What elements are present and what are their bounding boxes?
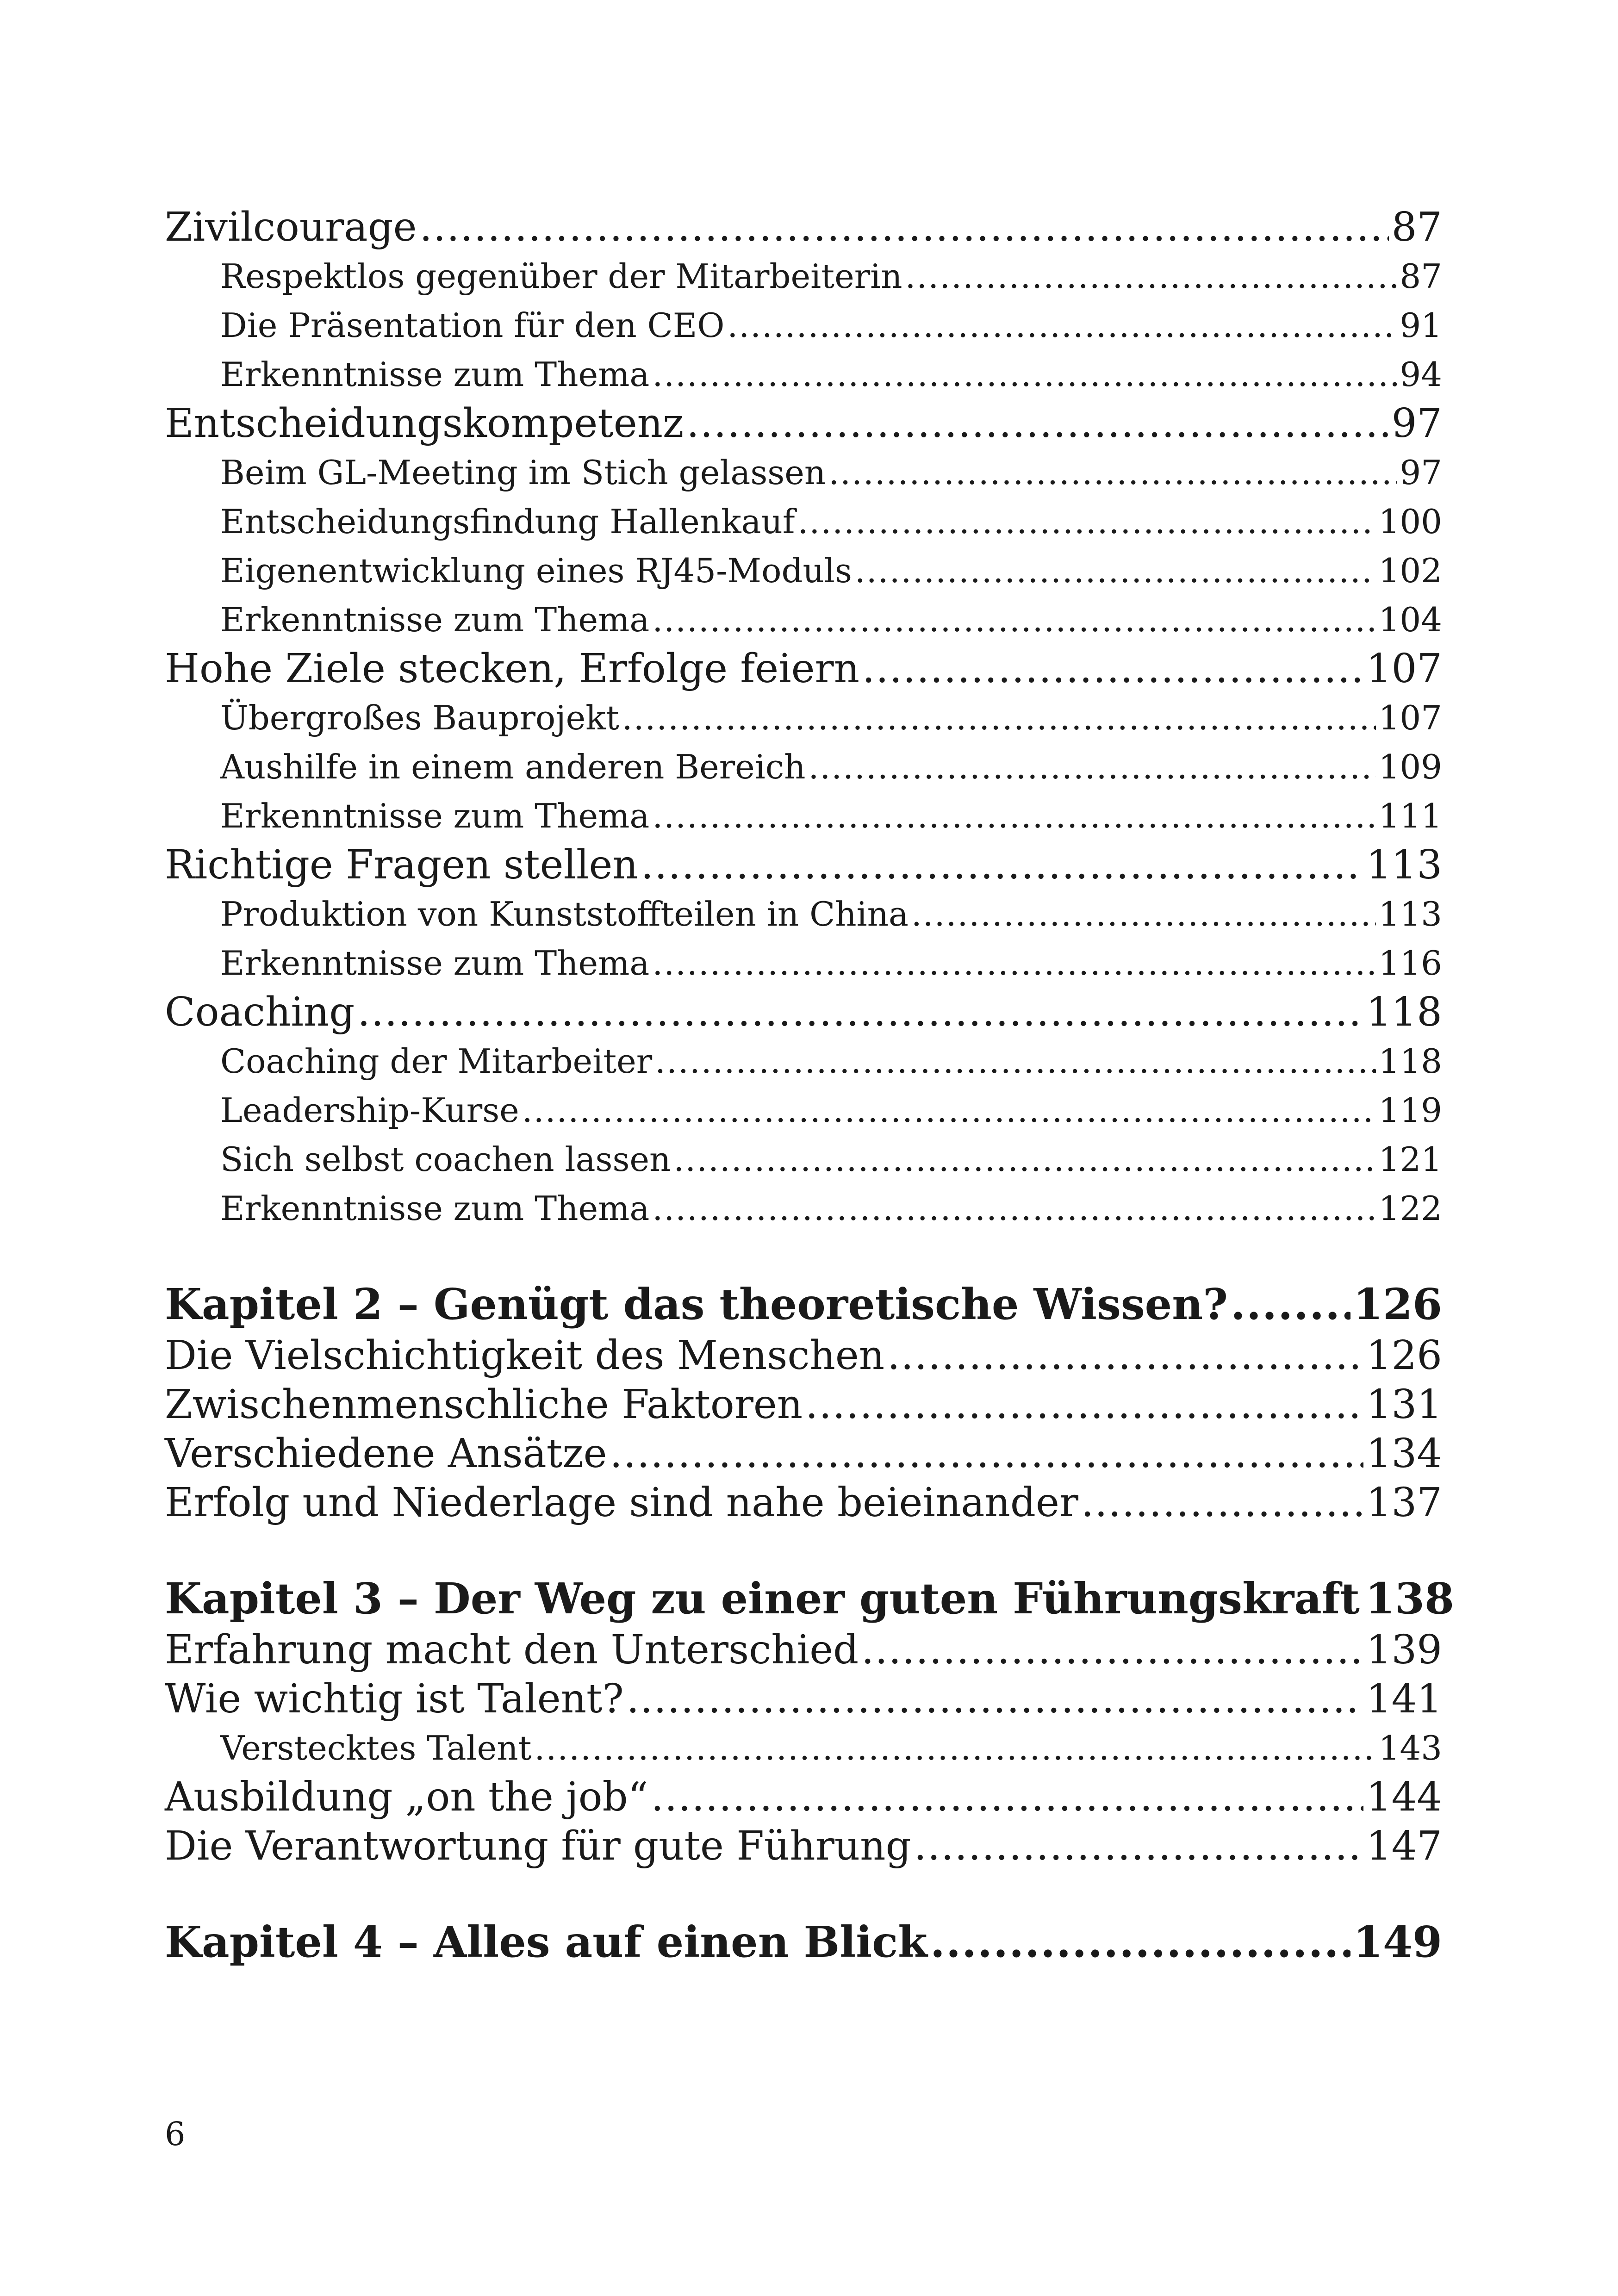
toc-subsection-entry	[165, 1086, 1442, 1135]
dot-leader	[809, 742, 1376, 791]
dot-leader	[652, 939, 1375, 988]
dot-leader	[652, 1184, 1375, 1233]
toc-entry-page: 109	[1378, 747, 1442, 786]
toc-subsection-entry	[165, 350, 1442, 399]
toc-entry-title: Beim GL-Meeting im Stich gelassen	[220, 453, 826, 492]
toc-entry-title: Hohe Ziele stecken, Erfolge feiern	[165, 646, 860, 692]
toc-entry-title: Entscheidungsfindung Hallenkauf	[220, 502, 795, 541]
toc-entry-title: Verstecktes Talent	[220, 1729, 532, 1767]
toc-entry-title: Verschiedene Ansätze	[165, 1431, 607, 1477]
toc-entry-title: Erkenntnisse zum Thema	[220, 1189, 650, 1228]
dot-leader	[610, 1429, 1363, 1478]
toc-entry-title: Zivilcourage	[165, 204, 417, 250]
toc-subsection-entry	[165, 693, 1442, 742]
toc-subsection-entry	[165, 890, 1442, 939]
toc-entry-title: Ausbildung „on the job“	[165, 1774, 648, 1820]
toc-entry-page: 144	[1366, 1774, 1442, 1820]
dot-leader	[622, 693, 1376, 742]
toc-subsection-entry	[165, 939, 1442, 988]
dot-leader	[887, 1331, 1363, 1380]
toc-entry-page: 97	[1391, 400, 1442, 447]
toc-entry-title: Kapitel 3 – Der Weg zu einer guten Führungskraft	[165, 1574, 1360, 1624]
toc-entry-title: Erfolg und Niederlage sind nahe beieinander	[165, 1480, 1078, 1526]
toc-section-entry	[165, 988, 1442, 1037]
toc-entry-page: 107	[1378, 698, 1442, 737]
toc-entry-page: 118	[1366, 989, 1442, 1035]
section-spacer	[165, 1233, 1442, 1277]
dot-leader	[651, 1773, 1363, 1822]
toc-entry-title: Entscheidungskompetenz	[165, 400, 684, 447]
toc-entry-title: Erkenntnisse zum Thema	[220, 796, 650, 835]
dot-leader	[862, 644, 1363, 693]
toc-section-entry	[165, 1773, 1442, 1822]
section-spacer	[165, 1527, 1442, 1572]
toc-section-entry	[165, 1478, 1442, 1527]
dot-leader	[535, 1724, 1376, 1773]
toc-entry-title: Die Präsentation für den CEO	[220, 306, 725, 345]
toc-entry-page: 147	[1366, 1823, 1442, 1869]
toc-section-entry	[165, 1674, 1442, 1724]
toc-entry-page: 94	[1400, 355, 1442, 394]
toc-entry-title: Die Vielschichtigkeit des Menschen	[165, 1332, 885, 1379]
toc-entry-page: 126	[1366, 1332, 1442, 1379]
toc-entry-title: Coaching	[165, 989, 355, 1035]
toc-entry-page: 131	[1366, 1381, 1442, 1428]
toc-subsection-entry	[165, 1184, 1442, 1233]
toc-entry-page: 113	[1366, 842, 1442, 888]
toc-entry-page: 126	[1353, 1279, 1442, 1329]
toc-entry-title: Erkenntnisse zum Thema	[220, 944, 650, 983]
toc-entry-title: Die Verantwortung für gute Führung	[165, 1823, 911, 1869]
toc-entry-page: 102	[1378, 551, 1442, 590]
toc-subsection-entry	[165, 742, 1442, 791]
dot-leader	[855, 546, 1376, 595]
toc-entry-page: 107	[1366, 646, 1442, 692]
toc-subsection-entry	[165, 301, 1442, 350]
toc-entry-title: Wie wichtig ist Talent?	[165, 1676, 624, 1722]
toc-entry-page: 137	[1366, 1480, 1442, 1526]
toc-entry-page: 139	[1366, 1627, 1442, 1673]
toc-chapter-entry	[165, 1572, 1454, 1625]
toc-entry-page: 100	[1378, 502, 1442, 541]
toc-section-entry	[165, 1380, 1442, 1429]
toc-chapter-entry	[165, 1277, 1442, 1331]
toc-entry-page: 141	[1366, 1676, 1442, 1722]
dot-leader	[686, 399, 1388, 448]
toc-entry-page: 104	[1378, 600, 1442, 639]
toc-entry-title: Respektlos gegenüber der Mitarbeiterin	[220, 257, 902, 296]
toc-entry-title: Leadership-Kurse	[220, 1091, 519, 1130]
toc-entry-page: 119	[1378, 1091, 1442, 1130]
toc-section-entry	[165, 1331, 1442, 1380]
toc-entry-page: 122	[1378, 1189, 1442, 1228]
toc-section-entry	[165, 840, 1442, 890]
toc-entry-title: Coaching der Mitarbeiter	[220, 1042, 653, 1081]
toc-subsection-entry	[165, 448, 1442, 497]
page-number: 6	[165, 2115, 186, 2153]
toc-subsection-entry	[165, 1135, 1442, 1184]
toc-subsection-entry	[165, 546, 1442, 595]
toc-entry-title: Kapitel 2 – Genügt das theoretische Wissen?	[165, 1279, 1228, 1329]
dot-leader	[652, 595, 1375, 644]
dot-leader	[828, 448, 1397, 497]
toc-subsection-entry	[165, 252, 1442, 301]
toc-entry-page: 87	[1400, 257, 1442, 296]
toc-section-entry	[165, 1625, 1442, 1674]
toc-entry-title: Übergroßes Bauprojekt	[220, 698, 619, 737]
toc-entry-page: 91	[1400, 306, 1442, 345]
toc-entry-title: Richtige Fragen stellen	[165, 842, 638, 888]
section-spacer	[165, 1871, 1442, 1915]
toc-entry-page: 134	[1366, 1431, 1442, 1477]
table-of-contents	[165, 203, 1454, 1969]
dot-leader	[861, 1625, 1363, 1674]
toc-subsection-entry	[165, 1724, 1442, 1773]
toc-chapter-entry	[165, 1915, 1442, 1969]
dot-leader	[930, 1915, 1350, 1969]
toc-entry-page: 118	[1378, 1042, 1442, 1081]
toc-section-entry	[165, 1429, 1442, 1478]
toc-entry-title: Zwischenmenschliche Faktoren	[165, 1381, 803, 1428]
toc-section-entry	[165, 644, 1442, 693]
toc-entry-title: Erkenntnisse zum Thema	[220, 355, 650, 394]
dot-leader	[627, 1674, 1363, 1724]
dot-leader	[1231, 1277, 1350, 1331]
toc-entry-page: 113	[1378, 895, 1442, 933]
dot-leader	[420, 203, 1389, 252]
toc-entry-page: 116	[1378, 944, 1442, 983]
toc-entry-title: Erkenntnisse zum Thema	[220, 600, 650, 639]
toc-subsection-entry	[165, 791, 1442, 840]
toc-entry-title: Produktion von Kunststoffteilen in China	[220, 895, 909, 933]
toc-entry-title: Eigenentwicklung eines RJ45-Moduls	[220, 551, 852, 590]
toc-subsection-entry	[165, 595, 1442, 644]
dot-leader	[905, 252, 1397, 301]
toc-entry-page: 121	[1378, 1140, 1442, 1179]
toc-entry-page: 149	[1353, 1917, 1442, 1967]
toc-entry-page: 87	[1391, 204, 1442, 250]
dot-leader	[798, 497, 1376, 546]
dot-leader	[655, 1037, 1375, 1086]
toc-entry-title: Kapitel 4 – Alles auf einen Blick	[165, 1917, 927, 1967]
toc-entry-page: 97	[1400, 453, 1442, 492]
toc-entry-title: Erfahrung macht den Unterschied	[165, 1627, 859, 1673]
dot-leader	[652, 350, 1397, 399]
dot-leader	[357, 988, 1363, 1037]
dot-leader	[1081, 1478, 1363, 1527]
dot-leader	[914, 1822, 1363, 1871]
toc-section-entry	[165, 1822, 1442, 1871]
toc-entry-page: 111	[1378, 796, 1442, 835]
toc-subsection-entry	[165, 1037, 1442, 1086]
toc-subsection-entry	[165, 497, 1442, 546]
dot-leader	[522, 1086, 1376, 1135]
dot-leader	[911, 890, 1376, 939]
dot-leader	[641, 840, 1363, 890]
toc-entry-page: 138	[1365, 1574, 1454, 1624]
toc-entry-title: Sich selbst coachen lassen	[220, 1140, 671, 1179]
dot-leader	[652, 791, 1375, 840]
toc-entry-title: Aushilfe in einem anderen Bereich	[220, 747, 806, 786]
toc-section-entry	[165, 203, 1442, 252]
dot-leader	[727, 301, 1397, 350]
dot-leader	[805, 1380, 1363, 1429]
dot-leader	[673, 1135, 1375, 1184]
toc-entry-page: 143	[1378, 1729, 1442, 1767]
toc-section-entry	[165, 399, 1442, 448]
